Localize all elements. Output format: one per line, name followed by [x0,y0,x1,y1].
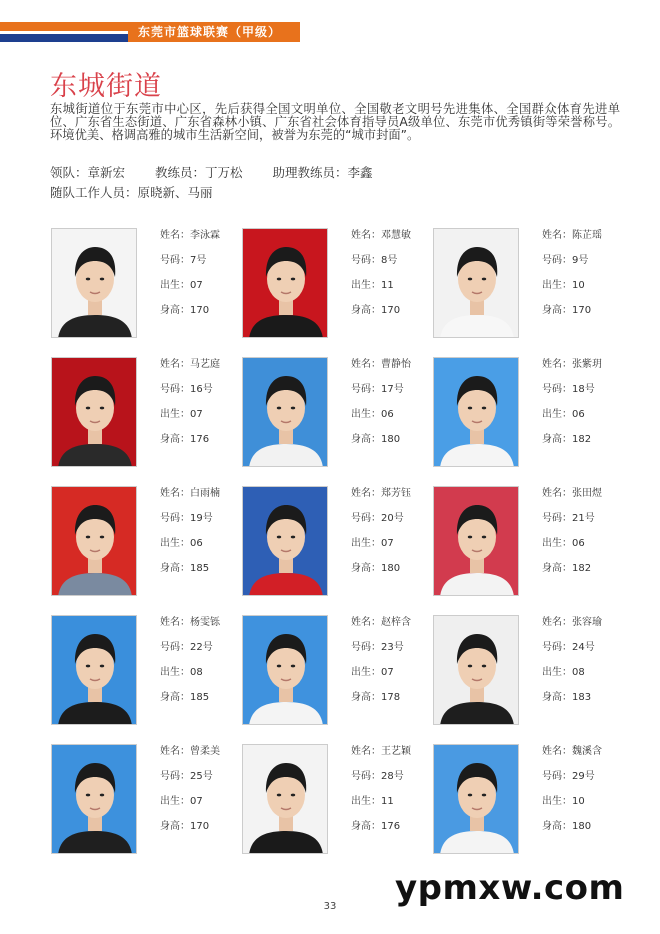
player-born: 出生：08 [542,667,585,678]
player-card [433,744,623,856]
player-number: 号码：20号 [351,513,404,524]
player-name: 姓名：李泳霖 [160,230,220,241]
player-photo [433,228,519,338]
player-card [433,357,623,469]
player-info [160,230,220,330]
player-info [160,488,220,588]
player-info [160,746,220,846]
player-born: 出生：07 [160,280,203,291]
player-born: 出生：07 [160,409,203,420]
player-number: 号码：18号 [542,384,595,395]
player-born: 出生：07 [351,538,394,549]
player-info [160,617,220,717]
player-photo [51,357,137,467]
staff-line-1 [50,163,403,181]
player-height: 身高：170 [351,305,401,316]
player-photo [433,357,519,467]
player-born: 出生：06 [542,409,585,420]
player-photo [51,744,137,854]
player-born: 出生：08 [160,667,203,678]
team-staff: 随队工作人员：原晓新、马丽 [50,185,213,200]
player-number: 号码：19号 [160,513,213,524]
player-height: 身高：185 [160,692,210,703]
player-born: 出生：06 [160,538,203,549]
player-name: 姓名：曹静怡 [351,359,411,370]
player-info [542,359,602,459]
player-height: 身高：178 [351,692,401,703]
player-number: 号码：25号 [160,771,213,782]
player-height: 身高：176 [351,821,401,832]
player-name: 姓名：邓慧敏 [351,230,411,241]
player-name: 姓名：杨雯铄 [160,617,220,628]
player-number: 号码：16号 [160,384,213,395]
player-name: 姓名：魏溪含 [542,746,602,757]
player-born: 出生：07 [351,667,394,678]
player-info [351,746,411,846]
player-card [51,228,241,340]
player-card [433,228,623,340]
team-assistant-coach: 助理教练员：李鑫 [272,165,373,180]
player-photo [433,615,519,725]
player-height: 身高：182 [542,563,592,574]
player-card [51,744,241,856]
player-born: 出生：10 [542,796,585,807]
team-leader: 领队：章新宏 [50,165,126,180]
player-info [351,359,411,459]
player-card [242,744,432,856]
player-info [542,230,602,330]
player-number: 号码：29号 [542,771,595,782]
player-info [351,488,411,588]
player-name: 姓名：白雨楠 [160,488,220,499]
header-orange-stripe [0,22,130,31]
team-coach: 教练员：丁万松 [155,165,243,180]
player-photo [433,744,519,854]
player-height: 身高：170 [542,305,592,316]
player-number: 号码：17号 [351,384,404,395]
team-intro: 东城街道位于东莞市中心区，先后获得全国文明单位、全国敬老文明号先进集体、全国群众体育先进单位、广东省生态街道、广东省森林小镇、广东省社会体育指导员A级单位、东莞市优秀镇街等荣誉称号。环境优美、格调高雅的城市生活新空间，被誉为东莞的“城市封面”。 [50,102,620,142]
player-card [242,486,432,598]
player-number: 号码：24号 [542,642,595,653]
player-card [51,357,241,469]
player-height: 身高：176 [160,434,210,445]
player-height: 身高：170 [160,305,210,316]
player-info [542,488,602,588]
player-height: 身高：183 [542,692,592,703]
player-number: 号码：23号 [351,642,404,653]
player-born: 出生：07 [160,796,203,807]
player-born: 出生：06 [351,409,394,420]
player-name: 姓名：赵梓含 [351,617,411,628]
player-number: 号码：9号 [542,255,589,266]
team-title: 东城街道 [50,71,162,102]
player-photo [242,357,328,467]
player-photo [51,228,137,338]
player-name: 姓名：曾柔美 [160,746,220,757]
league-title-banner: 东莞市篮球联赛（甲级） [128,22,300,42]
player-born: 出生：10 [542,280,585,291]
player-name: 姓名：张紫玥 [542,359,602,370]
watermark: ypmxw.com [395,868,625,908]
player-info [542,746,602,846]
player-born: 出生：11 [351,280,394,291]
player-name: 姓名：张容瑜 [542,617,602,628]
player-height: 身高：182 [542,434,592,445]
player-info [351,617,411,717]
player-name: 姓名：陈芷瑶 [542,230,602,241]
player-number: 号码：28号 [351,771,404,782]
player-photo [242,228,328,338]
page-number: 33 [323,901,337,912]
player-name: 姓名：张田煜 [542,488,602,499]
player-height: 身高：185 [160,563,210,574]
player-number: 号码：7号 [160,255,207,266]
player-name: 姓名：郑芳钰 [351,488,411,499]
player-number: 号码：22号 [160,642,213,653]
player-card [433,486,623,598]
player-photo [242,615,328,725]
player-height: 身高：180 [351,434,401,445]
player-born: 出生：11 [351,796,394,807]
player-name: 姓名：王艺颖 [351,746,411,757]
player-photo [242,486,328,596]
player-photo [433,486,519,596]
player-number: 号码：21号 [542,513,595,524]
player-card [51,615,241,727]
player-name: 姓名：马艺庭 [160,359,220,370]
player-info [160,359,220,459]
player-info [351,230,411,330]
player-photo [242,744,328,854]
player-card [51,486,241,598]
header-blue-stripe [0,34,130,42]
player-number: 号码：8号 [351,255,398,266]
player-height: 身高：170 [160,821,210,832]
player-info [542,617,602,717]
player-born: 出生：06 [542,538,585,549]
player-height: 身高：180 [351,563,401,574]
player-card [242,228,432,340]
player-card [242,357,432,469]
player-card [242,615,432,727]
player-card [433,615,623,727]
player-height: 身高：180 [542,821,592,832]
player-photo [51,486,137,596]
player-photo [51,615,137,725]
